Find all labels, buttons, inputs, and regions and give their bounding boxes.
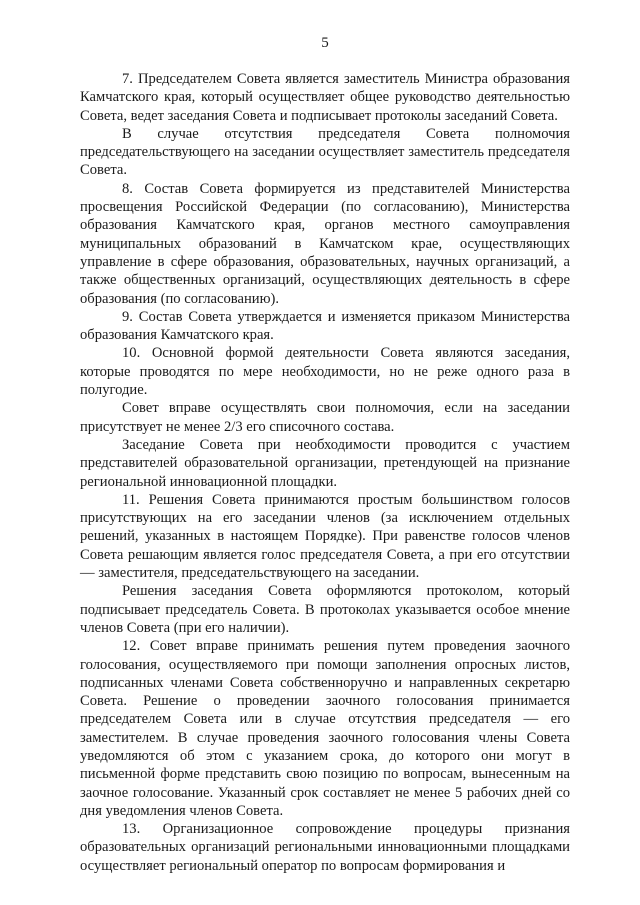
paragraph-11-decisions: 11. Решения Совета принимаются простым большинством голосов присутствующих на его заседании членов (за исключением отдельных решений, указанных в настоящем Порядке). При равенстве голосов членов Совета решающим является голос председателя Совета, а при его отсутствии — заместителя, председательствующего на заседании. [80,491,570,582]
paragraph-7-deputy: В случае отсутствия председателя Совета полномочия председательствующего на заседании осуществляет заместитель председателя Совета. [80,125,570,179]
paragraph-11-protocol: Решения заседания Совета оформляются протоколом, который подписывает председатель Совета. В протоколах указывается особое мнение членов Совета (при его наличии). [80,583,570,636]
paragraph-8-composition: 8. Состав Совета формируется из представителей Министерства просвещения Российской Федерации (по согласованию), Министерства образования Камчатского края, органов местного самоуправления муниципальных образований в Камчатском крае, осуществляющих управление в сфере образования, образовательных, научных организаций, а также общественных организаций, осуществляющих деятельность в сфере образования (по согласованию). [80,180,570,307]
paragraph-10-quorum: Совет вправе осуществлять свои полномочия, если на заседании присутствует не менее 2/3 его списочного состава. [80,400,570,435]
paragraph-7-chairman: 7. Председателем Совета является заместитель Министра образования Камчатского края, который осуществляет общее руководство деятельностью Совета, ведет заседания Совета и подписывает протоколы заседаний Совета. [80,71,570,124]
paragraph-10-meetings: 10. Основной формой деятельности Совета являются заседания, которые проводятся по мере необходимости, но не реже одного раза в полугодие. [80,345,570,399]
paragraph-9-approval: 9. Состав Совета утверждается и изменяется приказом Министерства образования Камчатского края. [80,308,570,344]
paragraph-13-support: 13. Организационное сопровождение процедуры признания образовательных организаций региональными инновационными площадками осуществляет региональный оператор по вопросам формирования и [80,821,570,874]
paragraph-10-participants: Заседание Совета при необходимости проводится с участием представителей образовательной организации, претендующей на признание региональной инновационной площадки. [80,436,570,490]
paragraph-12-absentee-voting: 12. Совет вправе принимать решения путем проведения заочного голосования, осуществляемого при помощи заполнения опросных листов, подписанных членами Совета собственноручно и направленных секретарю Совета. Решение о проведении заочного голосования принимается председателем Совета или в случае отсутствия председателя — его заместителем. В случае проведения заочного голосования члены Совета уведомляются об этом с указанием срока, до которого они могут в письменной форме представить свою позицию по вопросам, вынесенным на заочное голосование. Указанный срок составляет не менее 5 рабочих дней со дня уведомления членов Совета. [80,638,570,819]
page-number: 5 [321,35,329,51]
